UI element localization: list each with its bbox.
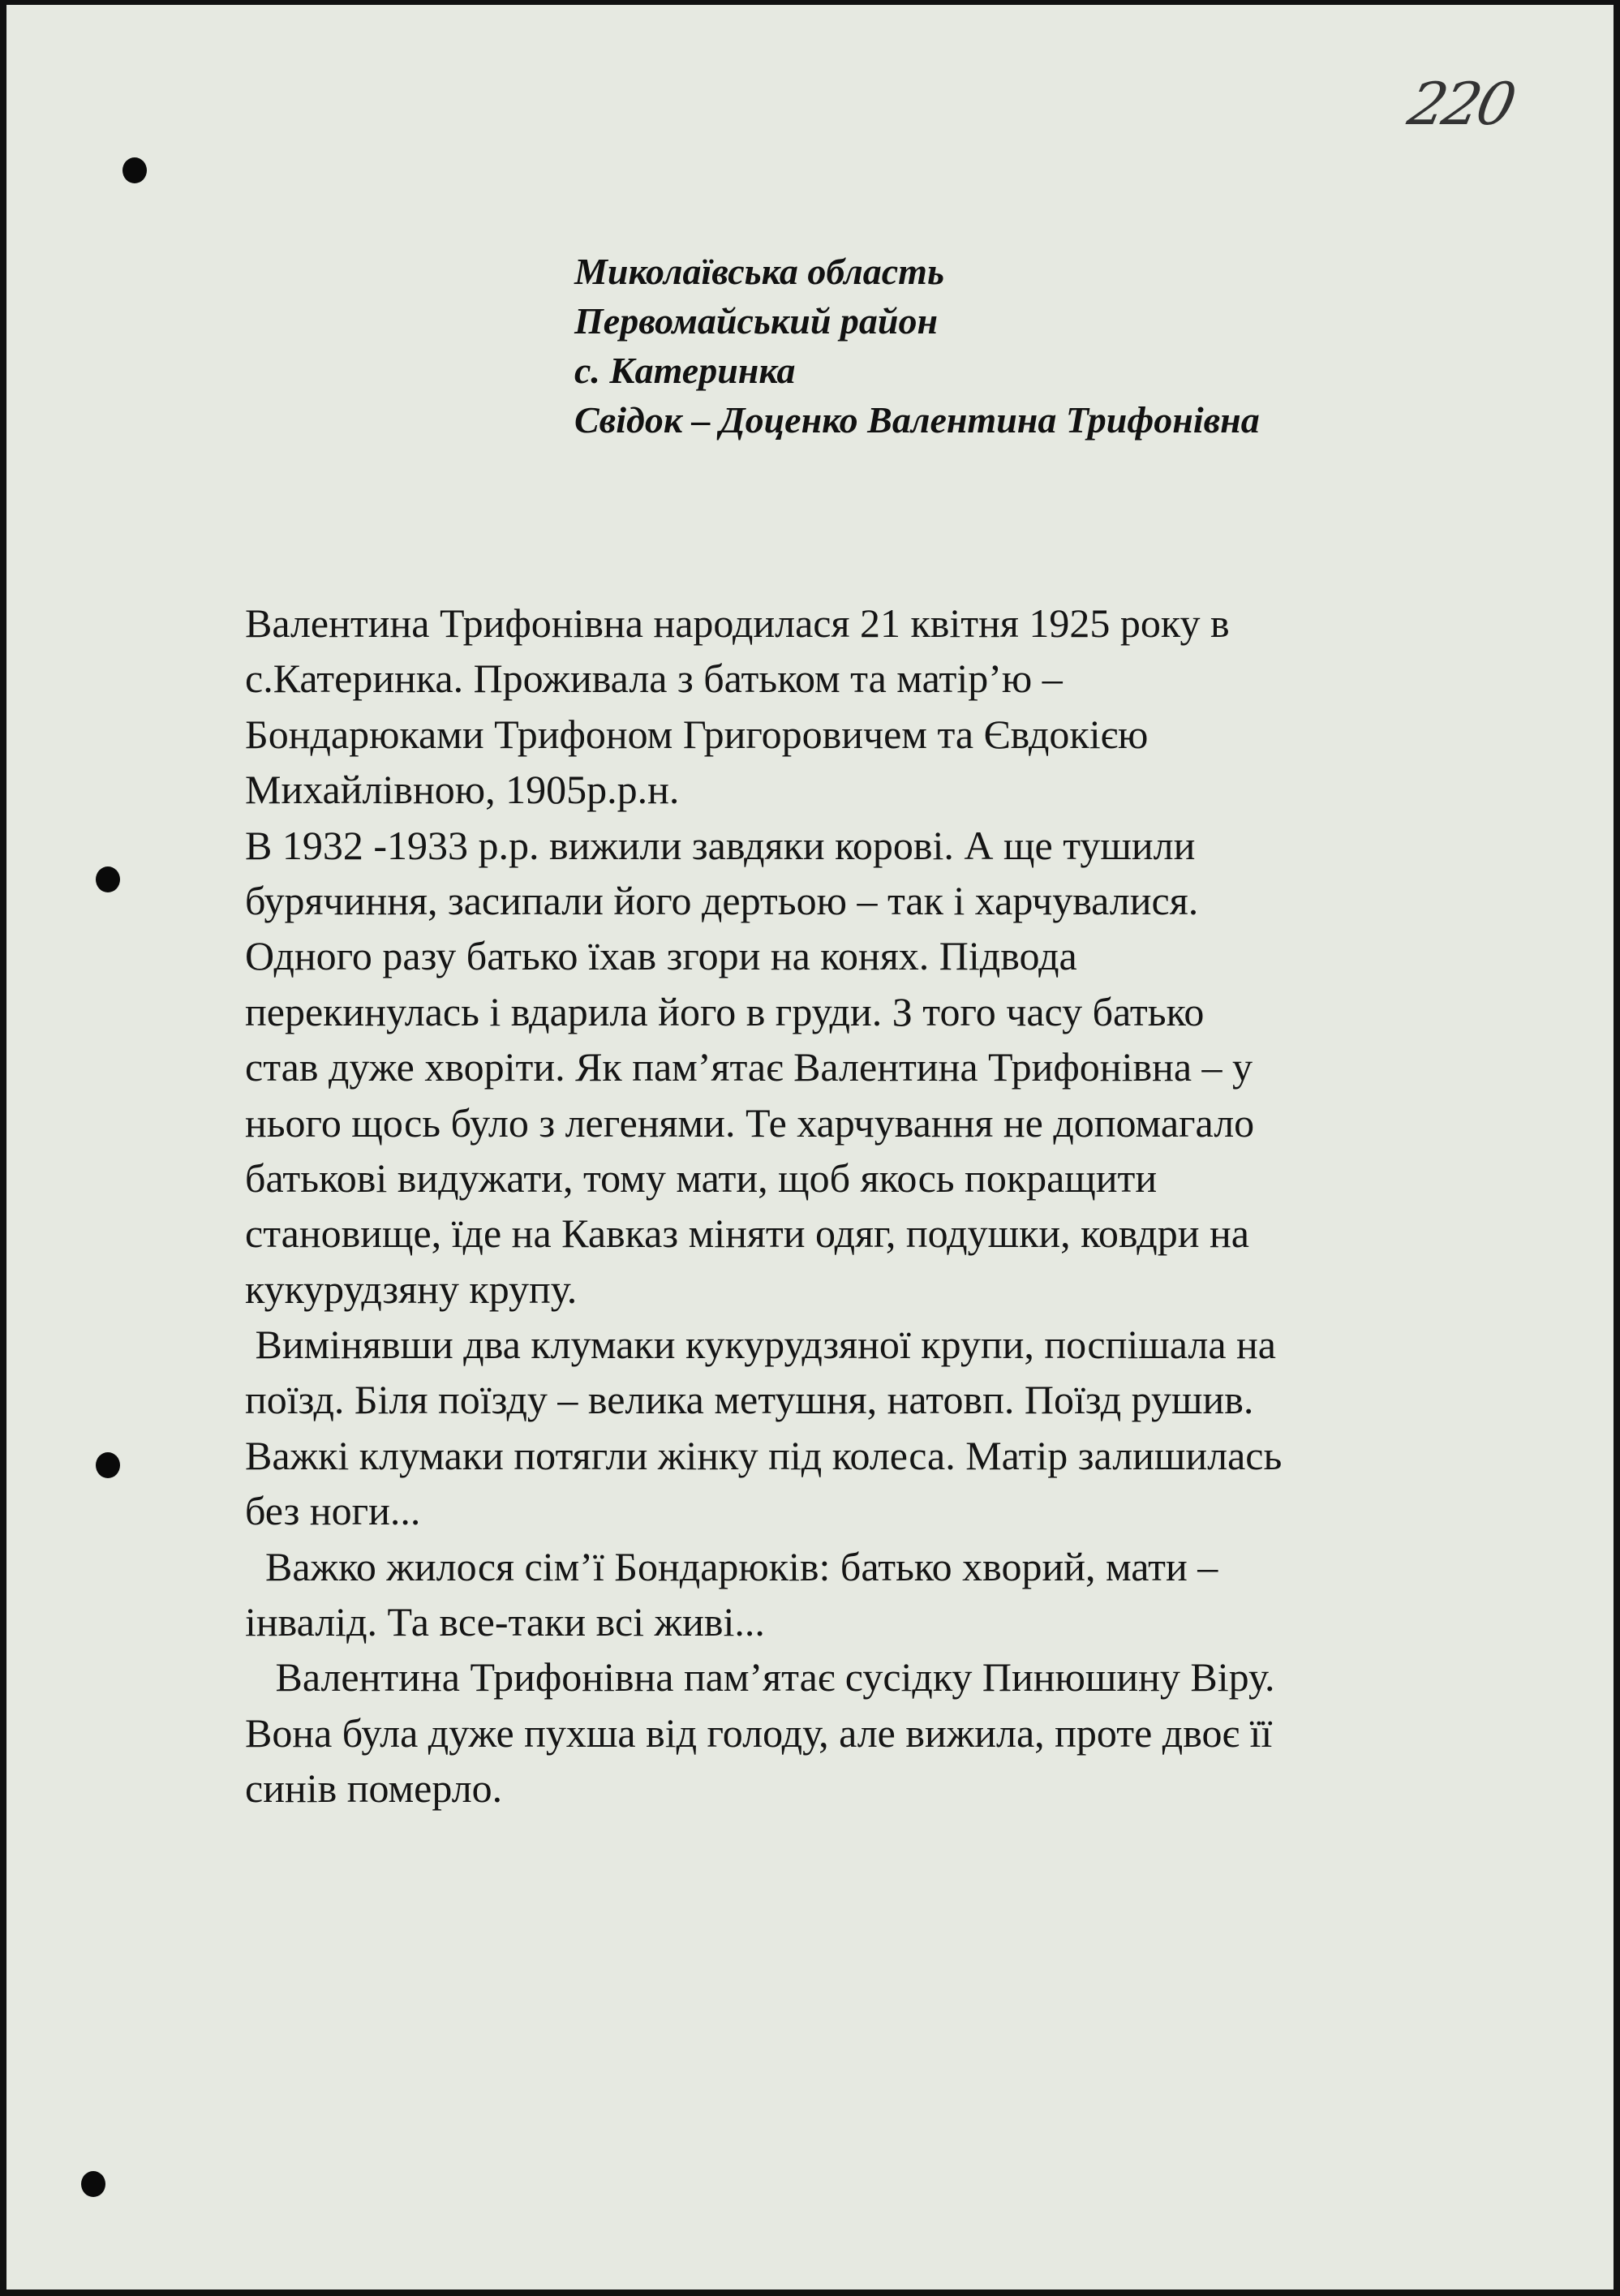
text-line: батькові видужати, тому мати, щоб якось покращити	[245, 1154, 1158, 1201]
testimony-text	[245, 595, 1282, 1817]
text-line: поїзд. Біля поїзду – велика метушня, натовп. Поїзд рушив.	[245, 1377, 1254, 1423]
text-line: Михайлівною, 1905р.р.н.	[245, 767, 680, 813]
punch-hole	[122, 157, 147, 183]
text-line: Валентина Трифонівна пам’ятає сусідку Пинюшину Віру.	[245, 1654, 1275, 1701]
header-village: с. Катеринка	[574, 350, 796, 391]
text-line: становище, їде на Кавказ міняти одяг, подушки, ковдри на	[245, 1210, 1249, 1257]
text-line: інвалід. Та все-таки всі живі...	[245, 1599, 765, 1645]
header-region: Миколаївська область	[574, 251, 944, 292]
text-line: синів померло.	[245, 1765, 503, 1812]
text-line: бурячиння, засипали його дертьою – так і харчувалися.	[245, 877, 1199, 923]
text-line: без ноги...	[245, 1488, 421, 1534]
text-line: Одного разу батько їхав згори на конях. Підвода	[245, 933, 1077, 979]
text-line: В 1932 -1933 р.р. вижили завдяки корові. А ще тушили	[245, 822, 1196, 868]
header-witness: Свідок – Доценко Валентина Трифонівна	[574, 399, 1260, 441]
punch-hole	[96, 1452, 120, 1478]
header-district: Первомайський район	[574, 300, 939, 342]
document-header	[574, 247, 1260, 445]
text-line: Валентина Трифонівна народилася 21 квітня 1925 року в	[245, 600, 1230, 646]
punch-hole	[96, 866, 120, 892]
punch-hole	[81, 2171, 105, 2197]
text-line: Важко жилося сім’ї Бондарюків: батько хворий, мати –	[245, 1543, 1218, 1589]
text-line: Бондарюками Трифоном Григоровичем та Євдокією	[245, 711, 1149, 757]
text-line: став дуже хворіти. Як пам’ятає Валентина Трифонівна – у	[245, 1044, 1253, 1090]
text-line: Вимінявши два клумаки кукурудзяної крупи, поспішала на	[245, 1322, 1276, 1368]
text-line: Вона була дуже пухша від голоду, але вижила, проте двоє її	[245, 1709, 1273, 1756]
text-line: Важкі клумаки потягли жінку під колеса. Матір залишилась	[245, 1432, 1283, 1478]
text-line: кукурудзяну крупу.	[245, 1266, 578, 1312]
handwritten-page-number: 220	[1403, 70, 1519, 138]
text-line: с.Катеринка. Проживала з батьком та матір’ю –	[245, 656, 1063, 702]
document-page	[6, 5, 1614, 2290]
text-line: нього щось було з легенями. Те харчування не допомагало	[245, 1099, 1255, 1146]
text-line: перекинулась і вдарила його в груди. З того часу батько	[245, 988, 1205, 1034]
